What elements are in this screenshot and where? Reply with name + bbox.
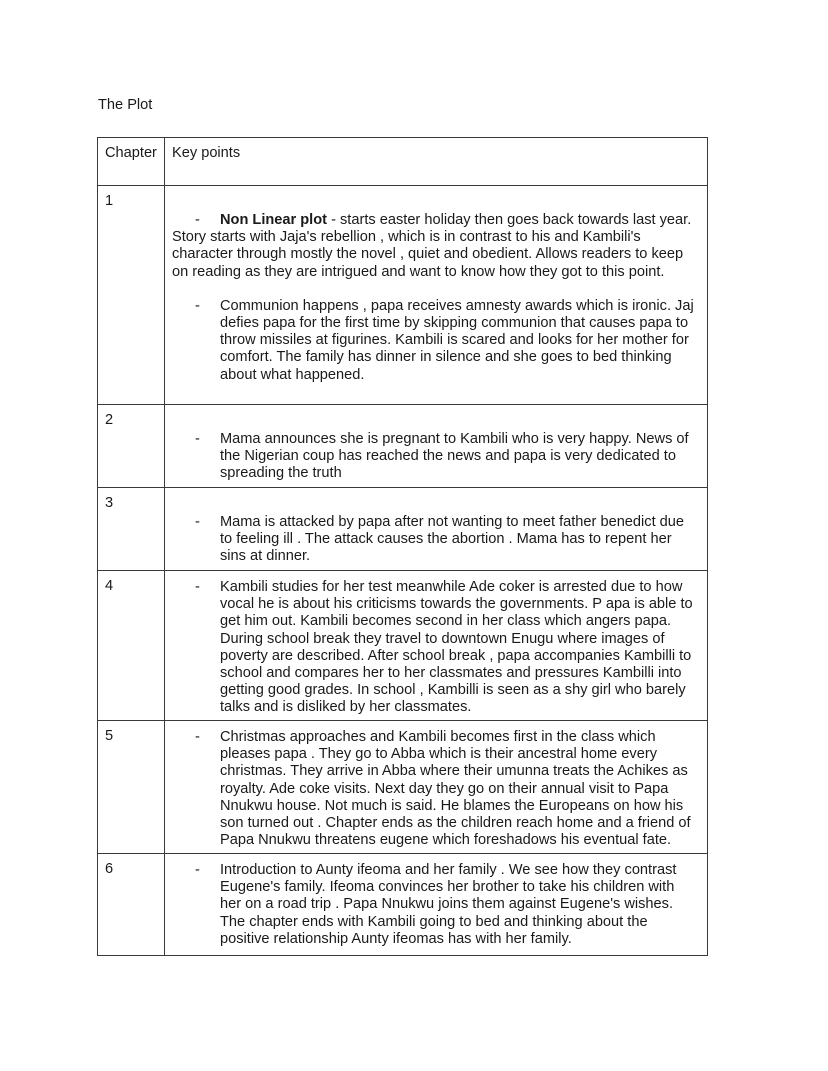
bullet-text: - starts easter holiday then goes back towards last year. — [327, 212, 692, 228]
page-heading: The Plot — [98, 97, 153, 113]
bullet-dash-icon: - — [195, 212, 200, 228]
bullet-text: Mama announces she is pregnant to Kambili who is very happy. News of the Nigerian coup has reached the news and papa is very dedicated to spreading the truth — [220, 431, 689, 482]
chapter-cell — [98, 854, 165, 956]
chapter-number: 5 — [105, 728, 114, 744]
header-cell-chapter — [98, 138, 165, 186]
bullet-text: Kambili studies for her test meanwhile Ade coker is arrested due to how vocal he is about his criticisms towards the governments. P apa is able to get him out. Kambili becomes second in her class which angers papa. During school break they travel to downtown Enugu where images of poverty are described. After school break , papa accompanies Kambilli to school and compares her to her classmates and pressures Kambilli into getting good grades. In school , Kambilli is seen as a shy girl who barely talks and is disliked by her classmates. — [220, 579, 693, 716]
bullet-dash-icon: - — [195, 431, 200, 447]
bullet-item — [172, 212, 699, 229]
table-row — [98, 721, 708, 854]
bullet-bold-term: Non Linear plot — [220, 212, 328, 228]
header-chapter-label: Chapter — [105, 145, 157, 161]
bullet-text: Christmas approaches and Kambili becomes first in the class which pleases papa . They go to Abba which is their ancestral home every christmas. They arrive in Abba where their umunna treats the Achikes as royalty. Ade coke visits. Next day they go on their annual visit to Papa Nnukwu house. Not much is said. He blames the Europeans on how his son turned out . Chapter ends as the children reach home and a friend of Papa Nnukwu threatens eugene which foreshadows his eventual fate. — [220, 729, 691, 849]
bullet-text: Communion happens , papa receives amnesty awards which is ironic. Jaj defies papa for the first time by skipping communion that causes papa to throw missiles at figurines. Kambili is scared and looks for her mother for comfort. The family has dinner in silence and she goes to bed thinking about what happened. — [220, 297, 694, 383]
chapter-number: 4 — [105, 578, 114, 594]
bullet-item — [172, 431, 699, 483]
chapter-cell — [98, 405, 165, 488]
key-points-cell — [165, 405, 708, 488]
key-points-cell — [165, 721, 708, 854]
table-row — [98, 488, 708, 571]
chapter-cell — [98, 488, 165, 571]
bullet-item — [172, 862, 699, 948]
table-row — [98, 405, 708, 488]
key-points-cell — [165, 571, 708, 721]
table-row — [98, 186, 708, 405]
bullet-item — [172, 298, 699, 384]
table-header-row — [98, 138, 708, 186]
key-points-cell — [165, 186, 708, 405]
header-key-points-label: Key points — [172, 145, 241, 161]
header-cell-key-points — [165, 138, 708, 186]
bullet-dash-icon: - — [195, 862, 200, 878]
chapter-number: 3 — [105, 495, 114, 511]
bullet-item — [172, 514, 699, 566]
bullet-item — [172, 729, 699, 849]
bullet-item — [172, 579, 699, 717]
chapter-cell — [98, 186, 165, 405]
key-points-cell — [165, 854, 708, 956]
bullet-dash-icon: - — [195, 514, 200, 530]
bullet-dash-icon: - — [195, 579, 200, 595]
table-row — [98, 854, 708, 956]
plot-table — [97, 137, 708, 956]
bullet-text: Mama is attacked by papa after not wanting to meet father benedict due to feeling ill . The attack causes the abortion . Mama has to repent her sins at dinner. — [220, 514, 685, 565]
chapter-cell — [98, 571, 165, 721]
paragraph-text: Story starts with Jaja's rebellion , which is in contrast to his and Kambili's character through mostly the novel , quiet and obedient. Allows readers to keep on reading as they are intrigued and want to know how they got to this point. — [172, 229, 684, 280]
chapter-cell — [98, 721, 165, 854]
bullet-dash-icon: - — [195, 297, 200, 314]
bullet-text: Introduction to Aunty ifeoma and her family . We see how they contrast Eugene's family. Ifeoma convinces her brother to take his children with her on a road trip . Papa Nnukwu joins them against Eugene's wishes. The chapter ends with Kambili going to bed and thinking about the positive relationship Aunty ifeomas has with her family. — [220, 862, 677, 947]
chapter-number: 6 — [105, 861, 114, 877]
key-points-cell — [165, 488, 708, 571]
table-row — [98, 571, 708, 721]
chapter-number: 1 — [105, 193, 114, 209]
bullet-dash-icon: - — [195, 729, 200, 745]
chapter-number: 2 — [105, 412, 114, 428]
